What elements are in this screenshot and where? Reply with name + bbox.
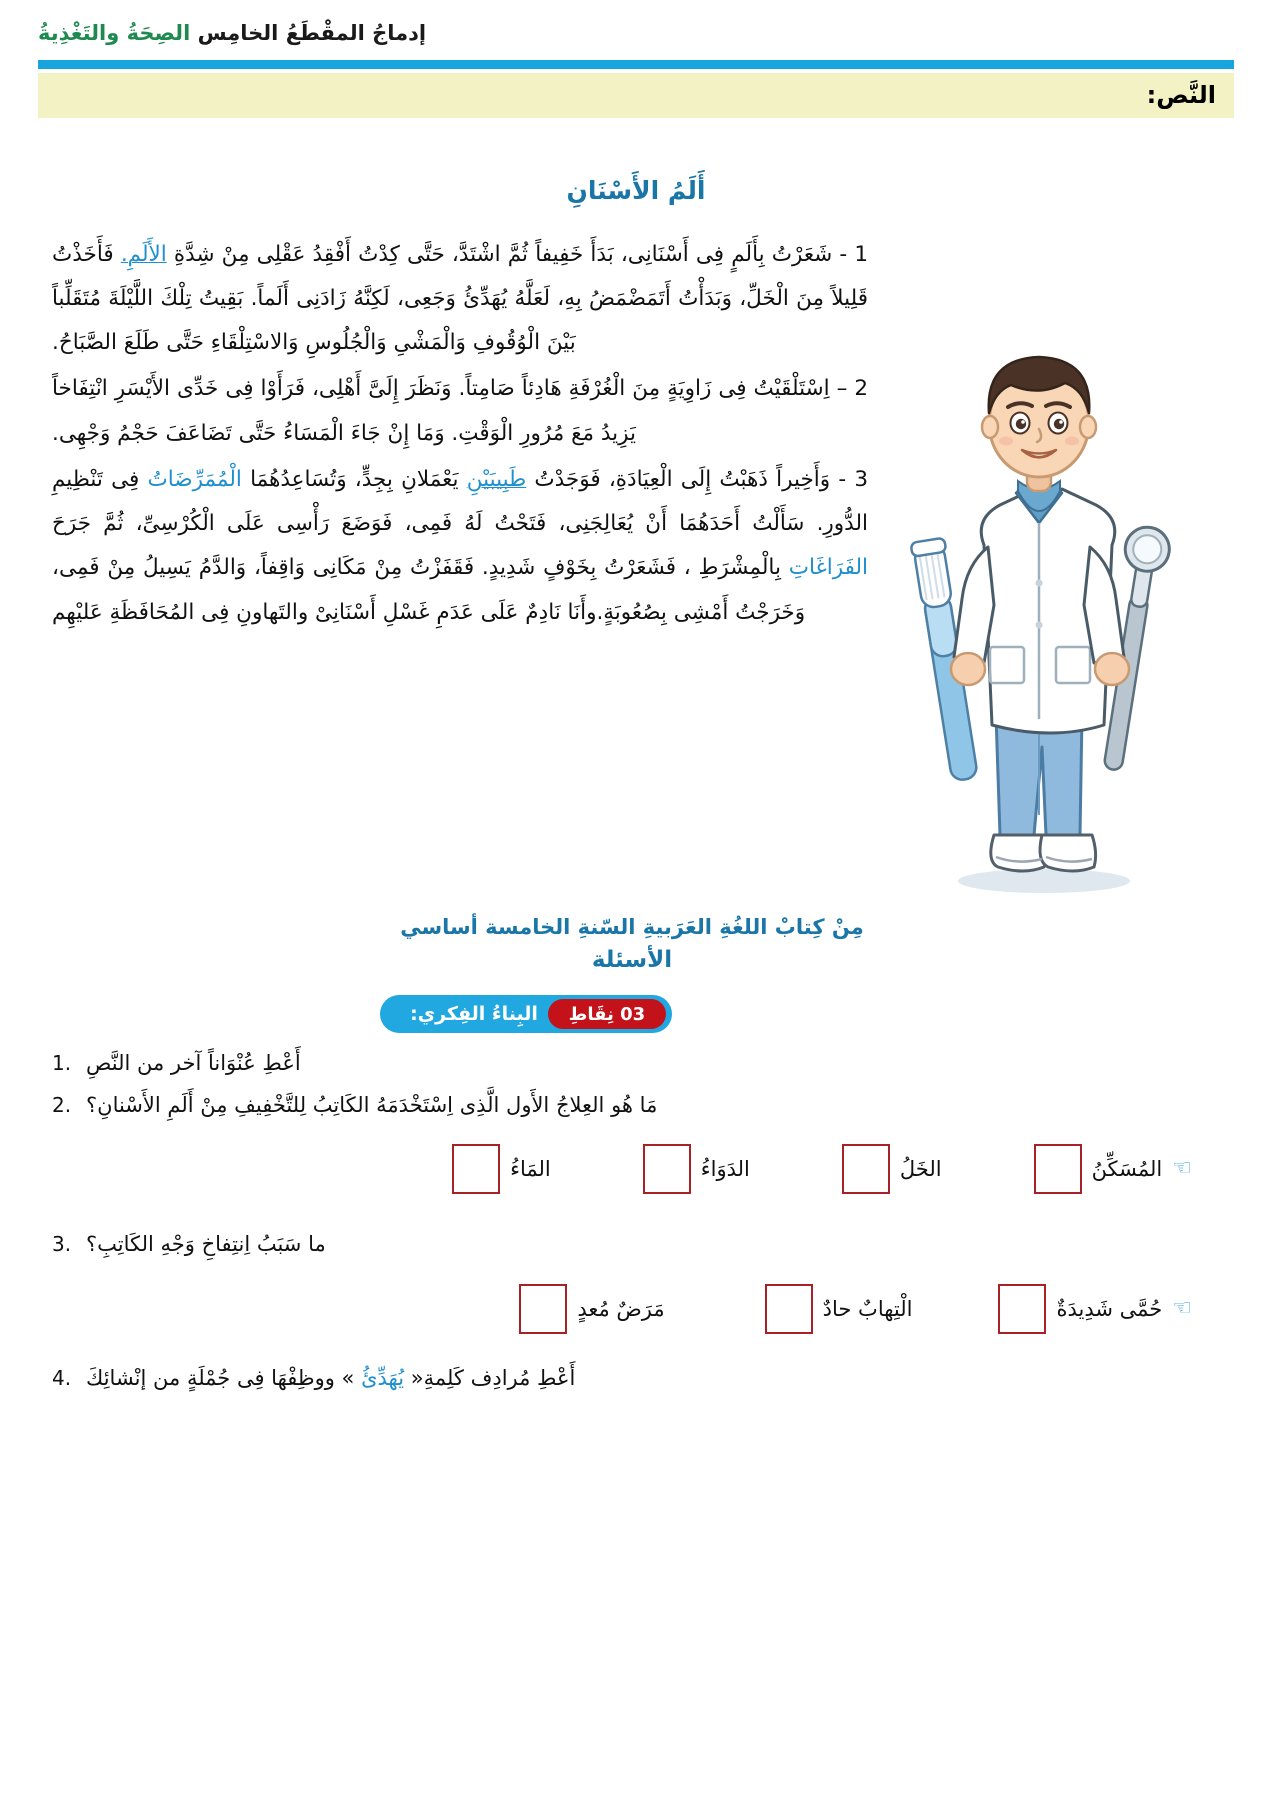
page-header: [0, 0, 1272, 50]
header-divider: [38, 60, 1234, 69]
option-q3-2[interactable]: [765, 1284, 913, 1334]
question-1-number: 1.: [52, 1051, 72, 1076]
question-item-2: [52, 1089, 1212, 1123]
passage-title: أَلَمُ الأَسْنَانِ: [566, 175, 706, 205]
option-q2-1-checkbox[interactable]: [1034, 1144, 1082, 1194]
question-4-highlight-word: يُهَدِّئُ: [361, 1365, 405, 1390]
boy-dentist-illustration: [884, 295, 1194, 905]
header-title-plain: إدماجُ المقْطَعُ الخامِس: [190, 21, 427, 45]
intellectual-structure-badge: [380, 995, 672, 1033]
p3-part-b: يَعْمَلانِ بِجِدٍّ، وَتُسَاعِدُهُمَا: [241, 466, 467, 492]
question-4-part-b: » ووظِفْهَا فِى جُمْلَةٍ من إنْشائِكَ: [86, 1365, 362, 1390]
options-row-question-3: [52, 1284, 1212, 1334]
option-q3-3[interactable]: [519, 1284, 664, 1334]
p1-part-b: فَأَخَذْتُ قَلِيلاً مِنَ الْخَلِّ، وَبَدَأْتُ أَتَمَضْمَضُ بِهِ، لَعَلَّهُ يُهَدِّئُ وَجَعِى، لَكِنَّهُ زَادَنِى أَلَماً. بَقِيتُ تِلْكَ اللَّيْلَةَ مُتَقَلِّباً بَيْنَ الْوُقُوفِ وَالْمَشْىِ وَالْجُلُوسِ وَالاسْتِلْقَاءِ حَتَّى طَلَعَ الصَّبَاحُ.: [52, 241, 868, 356]
question-item-4: [52, 1362, 1212, 1396]
p3-part-d: بِالْمِشْرَطِ ، فَشَعَرْتُ بِخَوْفٍ شَدِيدٍ. فَقَفَزْتُ مِنْ مَكَانِى وَاقِفاً، وَالدَّمُ يَسِيلُ مِنْ فَمِى، وَخَرَجْتُ أَمْشِى بِصُعُوبَةٍ.وأَنَا نَادِمٌ عَلَى عَدَمِ غَسْلِ أَسْنَانِىْ والتَهاونِ فِى المُحَافَظَةِ عَليْهِم: [52, 555, 806, 625]
option-q2-1-label: المُسَكِّنُ: [1091, 1157, 1163, 1182]
option-q2-3[interactable]: [643, 1144, 750, 1194]
option-q3-2-label: الْتِهابٌ حادٌ: [822, 1296, 913, 1321]
question-4-part-a: أَعْطِ مُرادِف كَلِمةِ«: [404, 1365, 576, 1390]
pointing-hand-icon: ☜: [1172, 1156, 1192, 1182]
passage-paragraph-2: 2 – اِسْتَلْقَيْتُ فِى زَاوِيَةٍ مِنَ الْغُرْفَةِ هَادِئاً صَامِتاً. وَنَظَرَ إِلَىَّ أَهْلِى، فَرَأَوْا فِى خَدِّى الأَيْسَرِ انْتِفَاخاً يَزِيدُ مَعَ مُرُورِ الْوَقْتِ. وَمَا إِنْ جَاءَ الْمَسَاءُ حَتَّى تَضَاعَفَ حَجْمُ وَجْهِى.: [52, 376, 868, 446]
text-section-label: النَّص:: [1146, 81, 1216, 109]
questions-list: [52, 1047, 1212, 1395]
text-section-band: [38, 73, 1234, 118]
p3-highlight-faraghat: الفَرَاغَاتِ: [788, 555, 868, 581]
option-q2-4[interactable]: [452, 1144, 551, 1194]
option-q3-2-checkbox[interactable]: [765, 1284, 813, 1334]
questions-heading: الأسئلة: [591, 947, 673, 974]
p3-part-a: 3 - وَأَخِيراً ذَهَبْتُ إِلَى الْعِيَادَةِ، فَوَجَدْتُ: [526, 466, 869, 492]
option-q2-2-checkbox[interactable]: [842, 1144, 890, 1194]
illustration-figure: [884, 295, 1194, 905]
option-q2-2[interactable]: [842, 1144, 942, 1194]
section-badge-row: [0, 995, 1272, 1033]
option-q2-3-label: الدَوَاءُ: [700, 1157, 750, 1182]
p1-highlight-alam: الأَلَمِ.: [120, 241, 167, 267]
question-4-text: [86, 1362, 575, 1396]
question-3-text: ما سَبَبُ اِنتِفاخِ وَجْهِ الكَاتِبِ؟: [86, 1232, 326, 1257]
option-q2-2-label: الخَلُ: [899, 1157, 942, 1182]
options-row-question-2: [52, 1144, 1212, 1194]
badge-points-pill: 03 نِقَاطِ: [548, 999, 666, 1029]
question-3-number: 3.: [52, 1232, 72, 1257]
option-q3-1[interactable]: [998, 1284, 1162, 1334]
question-2-text: مَا هُو العِلاجُ الأَول الَّذِى اِسْتَخْدَمَهُ الكَاتِبُ لِلتَّخْفِيفِ مِنْ أَلَمِ الأَسْنانِ؟: [86, 1092, 658, 1117]
header-title-highlight: الصِحَةُ والتَغْذِيةُ: [38, 21, 191, 45]
badge-label: البِناءُ الفِكري:: [410, 1003, 538, 1026]
p3-part-c: فِى تَنْظِيمِ الدُّورِ. سَأَلْتُ أَحَدَهُمَا أَنْ يُعَالِجَنِى، فَتَحْتُ لَهُ فَمِى، فَوَضَعَ رَأْسِى عَلَى الْكُرْسِىِّ، ثُمَّ جَرَحَ: [52, 466, 868, 537]
option-q3-3-checkbox[interactable]: [519, 1284, 567, 1334]
option-q3-1-label: حُمَّى شَدِيدَةٌ: [1056, 1296, 1163, 1321]
header-title: [38, 18, 1234, 50]
question-2-number: 2.: [52, 1092, 72, 1117]
p3-highlight-tabibayn: طَبِيبَيْنِ: [466, 466, 527, 492]
option-q2-3-checkbox[interactable]: [643, 1144, 691, 1194]
option-q2-4-checkbox[interactable]: [452, 1144, 500, 1194]
option-q2-4-label: المَاءُ: [510, 1157, 551, 1182]
option-q3-3-label: مَرَضٌ مُعدٍ: [577, 1296, 665, 1321]
question-item-1: [52, 1047, 1212, 1081]
question-item-3: [52, 1228, 1212, 1262]
option-q2-1[interactable]: [1034, 1144, 1163, 1194]
option-q3-1-checkbox[interactable]: [998, 1284, 1046, 1334]
question-4-number: 4.: [52, 1365, 72, 1390]
p1-part-a: 1 - شَعَرْتُ بِأَلَمٍ فِى أَسْنَانِى، بَدَأَ خَفِيفاً ثُمَّ اشْتَدَّ، حَتَّى كِدْتُ أَفْقِدُ عَقْلِى مِنْ شِدَّةِ: [166, 241, 869, 267]
source-attribution: مِنْ كِتابْ اللغُةِ العَرَبيةِ السّنةِ الخامسة أساسي: [400, 914, 864, 939]
reading-area: [52, 233, 1212, 974]
p3-highlight-mumarridat: الْمُمَرِّضَاتُ: [147, 466, 242, 492]
question-1-text: أَعْطِ عُنْوَاناً آخر من النَّصِ: [86, 1051, 301, 1076]
pointing-hand-icon: ☜: [1172, 1295, 1192, 1321]
